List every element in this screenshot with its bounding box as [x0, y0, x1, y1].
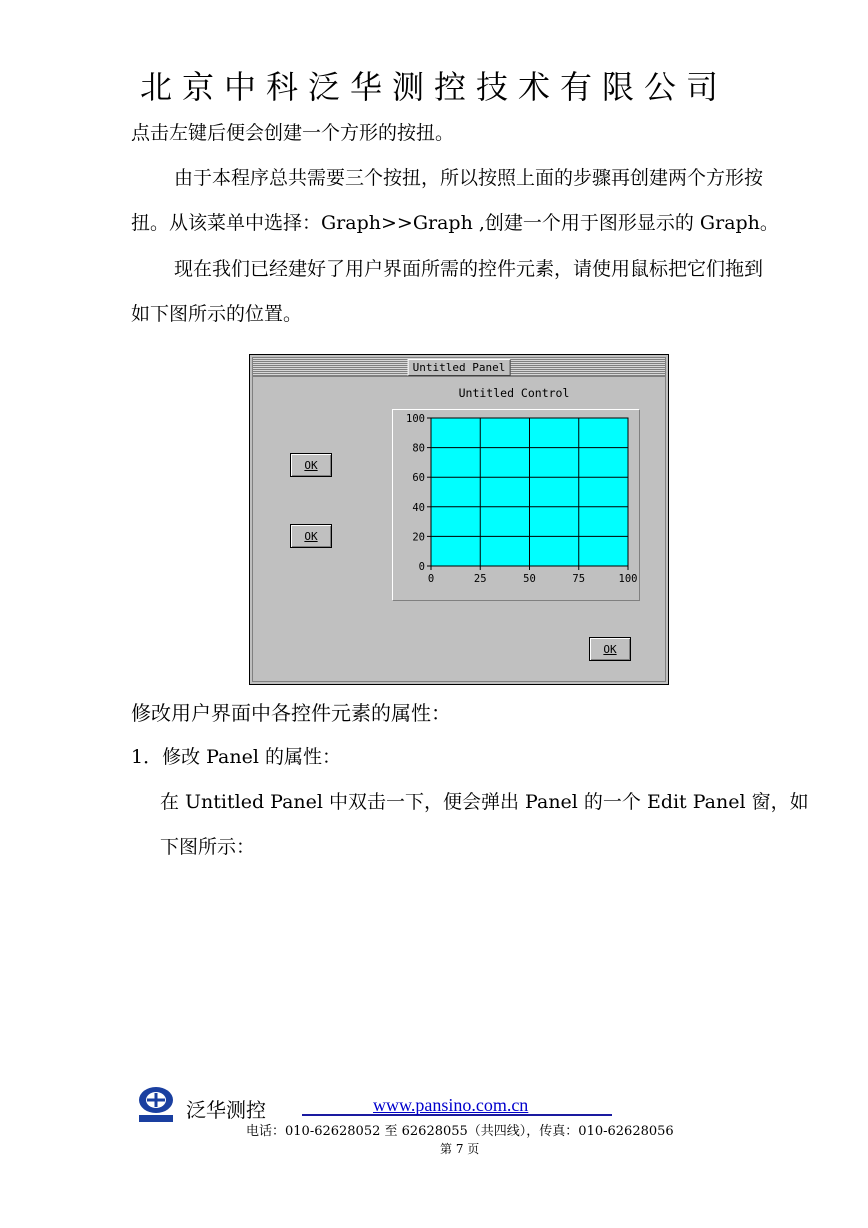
graph-plot	[393, 410, 639, 600]
paragraph-3-line-1: 现在我们已经建好了用户界面所需的控件元素，请使用鼠标把它们拖到	[174, 258, 764, 280]
x-tick-label-3: 75	[572, 573, 586, 585]
y-tick-label-1: 20	[412, 531, 425, 544]
page-number: 第 7 页	[440, 1142, 480, 1156]
y-tick-label-4: 80	[412, 442, 425, 455]
paragraph-1: 点击左键后便会创建一个方形的按扭。	[131, 122, 455, 144]
list-item-1: 1．修改 Panel 的属性：	[131, 746, 341, 768]
graph-control-title: Untitled Control	[458, 386, 570, 400]
x-tick-label-2: 50	[523, 573, 536, 585]
ok-button-1[interactable]: OK	[290, 453, 332, 477]
section-heading: 修改用户界面中各控件元素的属性：	[131, 701, 451, 725]
panel-titlebar	[253, 358, 665, 377]
paragraph-3-line-2: 如下图所示的位置。	[131, 303, 303, 325]
footer-url-link[interactable]: www.pansino.com.cn	[373, 1095, 529, 1115]
paragraph-4-line-2: 下图所示：	[160, 836, 256, 858]
y-tick-label-0: 0	[418, 561, 425, 573]
y-tick-label-5: 100	[406, 413, 425, 425]
y-tick-label-2: 40	[412, 501, 425, 514]
ok-button-2[interactable]: OK	[290, 524, 332, 548]
panel-title: Untitled Panel	[408, 359, 511, 376]
x-tick-label-0: 0	[427, 573, 435, 585]
company-header: 北京中科泛华测控技术有限公司	[139, 68, 728, 106]
y-tick-label-3: 60	[412, 472, 425, 485]
footer-contact: 电话：010-62628052 至 62628055（共四线），传真：010-62628056	[246, 1124, 674, 1139]
untitled-panel-figure	[249, 354, 669, 685]
pansino-logo-icon	[137, 1086, 175, 1124]
x-tick-label-1: 25	[473, 573, 487, 585]
footer-brand: 泛华测控	[186, 1098, 266, 1122]
graph-control[interactable]	[392, 409, 640, 601]
paragraph-2-line-1: 由于本程序总共需要三个按扭，所以按照上面的步骤再创建两个方形按	[174, 167, 764, 189]
x-tick-label-4: 100	[618, 573, 638, 585]
paragraph-4-line-1: 在 Untitled Panel 中双击一下，便会弹出 Panel 的一个 Edit Panel 窗，如	[160, 791, 809, 813]
paragraph-2-line-2: 扭。从该菜单中选择：Graph>>Graph ,创建一个用于图形显示的 Graph。	[131, 212, 779, 234]
ok-button-3[interactable]: OK	[589, 637, 631, 661]
